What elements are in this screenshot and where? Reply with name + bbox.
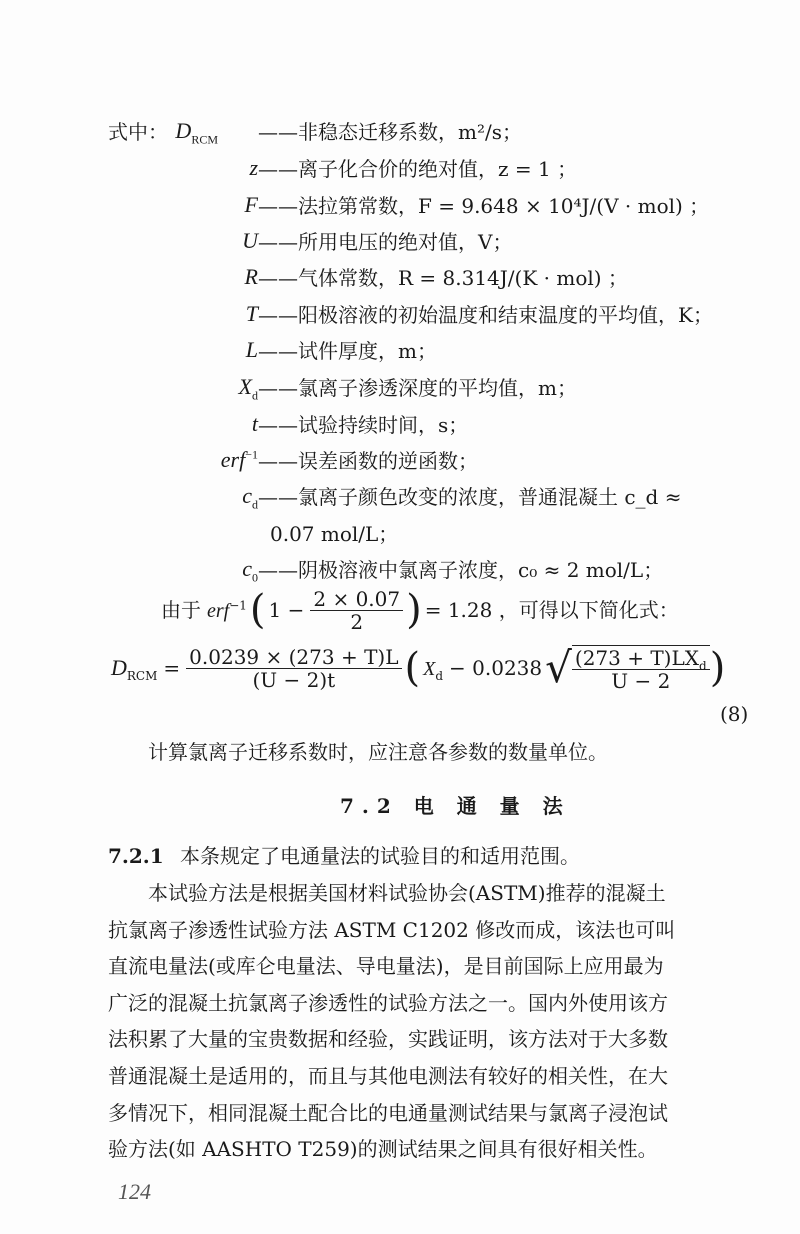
symbol-letter: t <box>251 411 258 436</box>
symbol-letter: R <box>244 264 258 289</box>
definition-text: ——氯离子渗透深度的平均值，m； <box>258 376 577 400</box>
fraction-numerator: 2 × 0.07 <box>310 588 403 611</box>
definition-symbol <box>242 483 258 512</box>
symbol-letter: erf <box>220 447 246 472</box>
clause-text: 本条规定了电通量法的试验目的和适用范围。 <box>180 844 580 868</box>
definition-symbol-box <box>108 485 258 511</box>
paragraph-line: 验方法(如 AASHTO T259)的测试结果之间具有很好相关性。 <box>108 1137 658 1162</box>
symbol-letter: U <box>242 228 258 253</box>
definition-symbol <box>245 192 258 218</box>
root-numerator: (273 + T)LX <box>574 645 700 670</box>
page-number: 124 <box>118 1179 151 1204</box>
note-text: 计算氯离子迁移系数时，应注意各参数的数量单位。 <box>148 740 608 764</box>
symbol-letter: D <box>175 118 192 143</box>
definition-text: ——气体常数，R = 8.314J/(K · mol) ； <box>258 266 628 290</box>
lhs-symbol: D <box>111 655 127 680</box>
definition-text: ——氯离子颜色改变的浓度，普通混凝土 c_d ≈ <box>258 485 682 509</box>
definition-text: ——试验持续时间，s； <box>258 413 469 437</box>
section-heading: 7.2 电 通 量 法 <box>340 794 571 818</box>
definition-symbol <box>249 155 258 181</box>
definition-item <box>108 194 788 220</box>
symbol-sub: d <box>252 388 258 403</box>
definition-item <box>108 376 788 402</box>
fraction-denominator: 2 <box>350 609 364 634</box>
definition-symbol <box>246 301 258 327</box>
definition-text: ——法拉第常数，F = 9.648 × 10⁴J/(V · mol) ； <box>258 194 710 218</box>
definition-symbol <box>245 264 258 290</box>
clause-number: 7.2.1 <box>108 844 164 868</box>
symbol-letter: T <box>245 301 258 326</box>
paragraph-line: 普通混凝土是适用的，而且与其他电测法有较好的相关性，在大 <box>108 1064 668 1088</box>
fraction <box>310 588 403 633</box>
definition-item <box>108 120 788 146</box>
definition-item <box>108 522 788 548</box>
symbol-letter: X <box>238 374 252 399</box>
definition-symbol-box <box>108 376 258 402</box>
root-denominator: U − 2 <box>611 668 671 693</box>
symbol-letter: c <box>242 556 252 581</box>
xd-group <box>423 656 443 681</box>
definition-text: ——误差函数的逆函数； <box>258 449 478 473</box>
symbol-sub: 0 <box>252 570 258 585</box>
coefficient: − 0.0238 <box>449 656 543 680</box>
erf-group <box>207 598 247 623</box>
one-minus: 1 − <box>268 598 305 622</box>
definition-item <box>108 303 788 329</box>
paragraph-line: 广泛的混凝土抗氯离子渗透性的试验方法之一。国内外使用该方 <box>108 990 668 1015</box>
erf-symbol: erf <box>207 599 230 622</box>
definition-symbol-box <box>108 157 258 183</box>
erf-sup: −1 <box>229 597 247 612</box>
lhs-sub: RCM <box>126 669 158 683</box>
equals: = <box>163 656 181 680</box>
main-numerator: 0.0239 × (273 + T)L <box>186 646 401 669</box>
definition-item <box>108 230 788 256</box>
definition-text: ——试件厚度，m； <box>258 339 437 363</box>
symbol-letter: z <box>249 155 258 180</box>
lhs-group <box>111 655 158 683</box>
symbol-sub: d <box>252 497 258 512</box>
paragraph-line: 法积累了大量的宝贵数据和经验，实践证明，该方法对于大多数 <box>108 1027 668 1052</box>
definition-item <box>108 157 788 183</box>
definition-symbol-box <box>108 303 258 329</box>
definition-symbol-box <box>108 558 258 584</box>
definition-symbol-box <box>108 266 258 292</box>
definition-symbol-box <box>108 339 258 365</box>
definition-symbol <box>242 556 258 585</box>
definition-item <box>108 449 788 475</box>
definition-item <box>108 339 788 365</box>
definition-item <box>108 558 788 584</box>
equation-8 <box>108 640 725 696</box>
definition-symbol <box>242 228 258 254</box>
definition-text: ——所用电压的绝对值，V； <box>258 230 513 254</box>
definition-symbol <box>175 118 218 147</box>
paragraph-line: 多情况下，相同混凝土配合比的电通量测试结果与氯离子浸泡试 <box>108 1100 668 1125</box>
square-root <box>545 645 710 692</box>
symbol-sub: RCM <box>191 132 218 147</box>
definition-text: ——离子化合价的绝对值，z = 1 ； <box>258 157 578 181</box>
definition-symbol <box>221 447 258 473</box>
definition-symbol-box <box>108 522 258 548</box>
symbol-letter: L <box>245 337 258 362</box>
definition-symbol-box <box>108 230 258 256</box>
definition-symbol <box>246 337 258 363</box>
simplification-line <box>158 586 682 634</box>
xd-sub: d <box>435 668 444 683</box>
paren-right: ) <box>709 645 726 691</box>
paren-left: ( <box>404 645 421 691</box>
symbol-letter: F <box>244 192 258 217</box>
definition-text: ——阳极溶液的初始温度和结束温度的平均值，K； <box>258 303 713 327</box>
paren-right: ) <box>406 587 422 633</box>
intro-label: 式中： <box>108 120 168 144</box>
definition-symbol-box <box>108 413 258 439</box>
definition-text: ——阴极溶液中氯离子浓度，c₀ ≈ 2 mol/L； <box>258 558 664 582</box>
symbol-sup: −1 <box>245 447 258 462</box>
definition-symbol-box <box>108 449 258 475</box>
prefix-text: 由于 <box>161 598 201 622</box>
radical-sign: √ <box>545 643 572 692</box>
xd-symbol: X <box>423 657 436 680</box>
definition-text: ——非稳态迁移系数，m²/s； <box>258 120 522 144</box>
definition-symbol <box>238 374 258 403</box>
definition-text: 0.07 mol/L； <box>270 522 399 546</box>
paren-left: ( <box>249 587 266 633</box>
definition-item <box>108 485 788 511</box>
definition-item <box>108 266 788 292</box>
main-denominator: (U − 2)t <box>252 667 336 692</box>
paragraph-line: 本试验方法是根据美国材料试验协会(ASTM)推荐的混凝土 <box>148 881 666 905</box>
paragraph-line: 直流电量法(或库仑电量法、导电量法)，是目前国际上应用最为 <box>108 954 664 979</box>
result-text: = 1.28 ，可得以下简化式： <box>424 598 679 622</box>
symbol-letter: c <box>242 483 252 508</box>
equation-number: (8) <box>720 702 749 726</box>
main-fraction <box>186 646 401 691</box>
definition-symbol-box <box>108 194 258 220</box>
root-sub: d <box>699 658 707 673</box>
definition-symbol-box <box>68 120 218 146</box>
definition-item <box>108 413 788 439</box>
paragraph-line: 抗氯离子渗透性试验方法 ASTM C1202 修改而成，该法也可叫 <box>108 917 676 942</box>
